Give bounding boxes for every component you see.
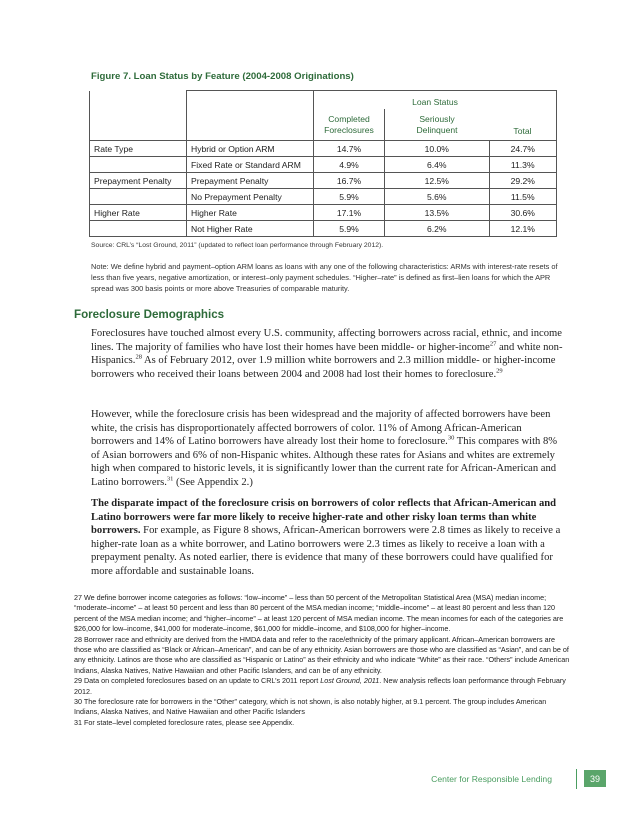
footer-divider (576, 769, 577, 789)
row-feature: No Prepayment Penalty (187, 189, 314, 205)
cell-completed: 4.9% (314, 157, 385, 173)
paragraph-1: Foreclosures have touched almost every U.S. community, affecting borrowers across racial, ethnic, and income lines. The majority of families who have lost their homes have been middle- or higher-income$^{27}$ and white non-Hispanics.$^{28}$ As of February 2012, over 1.9 million white borrowers and 2.3 million middle- or higher-income borrowers who received their loans between 2004 and 2008 had lost their homes to foreclosure.$^{29}$ (91, 328, 563, 380)
footnote-28: 28 Borrower race and ethnicity are derived from the HMDA data and refer to the race/ethnicity of the primary applicant. African–American borrowers are those who are classified as “Black or African–American”, and can be of any ethnicity. Asian borrowers are those who are classified as “Asian”, and can be of any ethnicity. Latinos are those who are classified as “Hispanic or Latino” as their ethnicity and who indicate “White” as their race. “Others” include American Indians, Alaska Natives, Native Hawaiian and other Pacific Islanders, and can be of any ethnicity. (74, 634, 570, 675)
table-row (90, 221, 557, 237)
cell-total: 12.1% (489, 221, 557, 237)
cell-completed: 16.7% (314, 173, 385, 189)
row-group: Rate Type (90, 141, 187, 157)
cell-total: 24.7% (489, 141, 557, 157)
row-feature: Prepayment Penalty (187, 173, 314, 189)
figure-title: Figure 7. Loan Status by Feature (2004-2008 Originations) (91, 71, 354, 82)
col-header-completed: Completed Foreclosures (314, 109, 385, 141)
paragraph-2: However, while the foreclosure crisis has been widespread and the majority of affected borrowers have been white, the crisis has disproportionately affected borrowers of color. 11% of Among African-American borrowers and 14% of Latino borrowers have already lost their home to foreclosure.$^{30}$ This compares with 8% of Asian borrowers and 6% of non-Hispanic whites. Although these rates for Asians and whites are extremely high when compared to historic levels, it is significantly lower than the current rate for African-American and Latino borrowers.$^{31}$ (See Appendix 2.) (91, 409, 558, 488)
cell-delinquent: 5.6% (385, 189, 490, 205)
cell-delinquent: 6.2% (385, 221, 490, 237)
figure-note: Note: We define hybrid and payment–option ARM loans as loans with any one of the following characteristics: ARMs with interest-rate resets of less than five years, negative amortization, or interest–only payment schedules. “Higher–rate” is defined as first–lien loans for which the APR spread was 300 basis points or more above Treasuries of comparable maturity. (91, 262, 558, 293)
loan-status-table (89, 90, 557, 237)
loan-status-header: Loan Status (314, 91, 557, 110)
figure-source: Source: CRL’s “Lost Ground, 2011” (updated to reflect loan performance through February 2012). (91, 242, 384, 249)
section-heading: Foreclosure Demographics (74, 308, 225, 321)
cell-total: 30.6% (489, 205, 557, 221)
footnote-31: 31 For state–level completed foreclosure rates, please see Appendix. (74, 717, 295, 727)
footnotes (74, 593, 570, 728)
footnote-30: 30 The foreclosure rate for borrowers in the “Other” category, which is not shown, is also notably higher, at 9.1 percent. The group includes American Indians, Alaska Natives, and Native Hawaiian and other Pacific Islanders (74, 697, 547, 717)
row-group (90, 221, 187, 237)
row-group (90, 189, 187, 205)
col-header-delinquent: Seriously Delinquent (385, 109, 490, 141)
row-group (90, 157, 187, 173)
row-feature: Higher Rate (187, 205, 314, 221)
table-header-row (90, 91, 557, 110)
cell-delinquent: 13.5% (385, 205, 490, 221)
row-feature: Not Higher Rate (187, 221, 314, 237)
cell-total: 11.5% (489, 189, 557, 205)
row-group: Higher Rate (90, 205, 187, 221)
footer-org-name: Center for Responsible Lending (431, 774, 552, 784)
page-number: 39 (584, 770, 606, 787)
cell-total: 29.2% (489, 173, 557, 189)
table-row (90, 205, 557, 221)
row-feature: Fixed Rate or Standard ARM (187, 157, 314, 173)
table-row (90, 141, 557, 157)
row-group: Prepayment Penalty (90, 173, 187, 189)
footnote-29: 29 Data on completed foreclosures based on an update to CRL’s 2011 report Lost Ground, 2011. New analysis reflects loan performance through February 2012. (74, 676, 566, 696)
cell-total: 11.3% (489, 157, 557, 173)
cell-completed: 5.9% (314, 189, 385, 205)
paragraph-3: The disparate impact of the foreclosure crisis on borrowers of color reflects that African-American and Latino borrowers were far more likely to receive higher-rate and other risky loan terms than white borrowers. For example, as Figure 8 shows, African-American borrowers were 2.8 times as likely to receive a higher-rate loan as a white borrower, and Latino borrowers were 2.3 times as likely to receive a loan with a prepayment penalty. As noted earlier, there is evidence that many of these borrowers could have qualified for more affordable and sustainable loans. (91, 498, 561, 577)
table-row (90, 173, 557, 189)
col-header-total: Total (489, 109, 557, 141)
cell-completed: 14.7% (314, 141, 385, 157)
cell-delinquent: 6.4% (385, 157, 490, 173)
cell-delinquent: 10.0% (385, 141, 490, 157)
table-row (90, 189, 557, 205)
cell-delinquent: 12.5% (385, 173, 490, 189)
cell-completed: 5.9% (314, 221, 385, 237)
footnote-27: 27 We define borrower income categories as follows: “low–income” – less than 50 percent of the Metropolitan Statistical Area (MSA) median income; “moderate–income” – at least 50 percent and less than 80 percent of the MSA median income; “middle–income” – at least 80 percent and less than 120 percent of the MSA median income; and “higher–income” – at least 120 percent of MSA median income. The mean incomes for each of the categories are $26,000 for low–income, $41,000 for moderate–income, $61,000 for middle–income, and $108,000 for higher–income. (74, 593, 564, 634)
cell-completed: 17.1% (314, 205, 385, 221)
table-row (90, 157, 557, 173)
row-feature: Hybrid or Option ARM (187, 141, 314, 157)
